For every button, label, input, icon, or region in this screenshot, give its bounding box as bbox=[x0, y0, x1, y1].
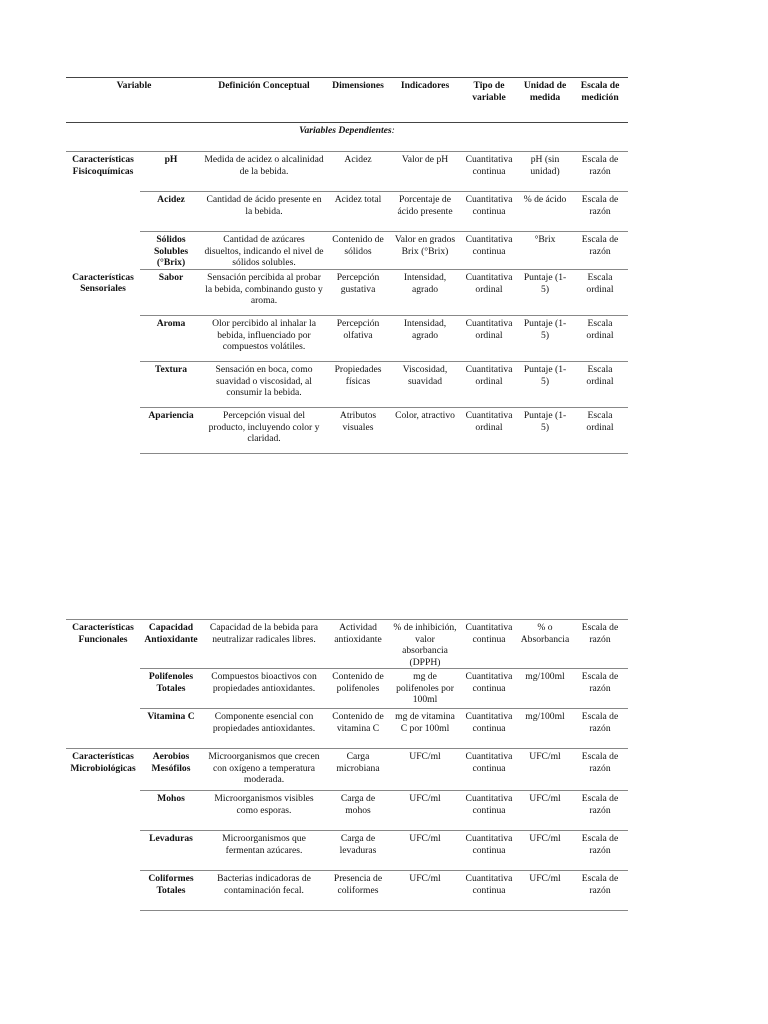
definition-cell: Olor percibido al inhalar la bebida, influenciado por compuestos volátiles. bbox=[202, 316, 326, 362]
type-cell: Cuantitativa continua bbox=[460, 709, 518, 749]
scale-cell: Escala de razón bbox=[572, 620, 628, 669]
indicator-cell: mg de polifenoles por 100ml bbox=[390, 669, 460, 709]
table-row bbox=[66, 749, 628, 791]
scale-cell: Escala de razón bbox=[572, 192, 628, 232]
indicator-cell: UFC/ml bbox=[390, 871, 460, 911]
variable-cell: Aroma bbox=[140, 316, 202, 362]
variable-cell: Sabor bbox=[140, 270, 202, 316]
variable-cell: Apariencia bbox=[140, 408, 202, 454]
indicator-cell: Intensidad, agrado bbox=[390, 270, 460, 316]
unit-cell: Puntaje (1-5) bbox=[518, 316, 572, 362]
indicator-cell: Viscosidad, suavidad bbox=[390, 362, 460, 408]
type-cell: Cuantitativa ordinal bbox=[460, 316, 518, 362]
variable-cell: Levaduras bbox=[140, 831, 202, 871]
scale-cell: Escala de razón bbox=[572, 232, 628, 270]
definition-cell: Cantidad de azúcares disueltos, indicando el nivel de sólidos solubles. bbox=[202, 232, 326, 270]
type-cell: Cuantitativa ordinal bbox=[460, 362, 518, 408]
category-cell: Características Fisicoquímicas bbox=[66, 152, 140, 270]
unit-cell: UFC/ml bbox=[518, 791, 572, 831]
type-cell: Cuantitativa continua bbox=[460, 232, 518, 270]
definition-cell: Sensación percibida al probar la bebida, combinando gusto y aroma. bbox=[202, 270, 326, 316]
dimension-cell: Percepción gustativa bbox=[326, 270, 390, 316]
unit-cell: mg/100ml bbox=[518, 669, 572, 709]
indicator-cell: UFC/ml bbox=[390, 749, 460, 791]
header-unidad: Unidad de medida bbox=[518, 78, 572, 123]
section-colon: : bbox=[391, 125, 395, 136]
scale-cell: Escala ordinal bbox=[572, 408, 628, 454]
unit-cell: Puntaje (1-5) bbox=[518, 362, 572, 408]
table-row bbox=[66, 669, 628, 709]
indicator-cell: Porcentaje de ácido presente bbox=[390, 192, 460, 232]
scale-cell: Escala de razón bbox=[572, 669, 628, 709]
unit-cell: Puntaje (1-5) bbox=[518, 408, 572, 454]
definition-cell: Compuestos bioactivos con propiedades antioxidantes. bbox=[202, 669, 326, 709]
definition-cell: Bacterias indicadoras de contaminación fecal. bbox=[202, 871, 326, 911]
dimension-cell: Contenido de vitamina C bbox=[326, 709, 390, 749]
table-row bbox=[66, 152, 628, 192]
table-row bbox=[66, 620, 628, 669]
category-cell: Características Microbiológicas bbox=[66, 749, 140, 911]
dimension-cell: Contenido de polifenoles bbox=[326, 669, 390, 709]
scale-cell: Escala de razón bbox=[572, 152, 628, 192]
variable-cell: Sólidos Solubles (°Brix) bbox=[140, 232, 202, 270]
header-definicion: Definición Conceptual bbox=[202, 78, 326, 123]
dimension-cell: Carga de levaduras bbox=[326, 831, 390, 871]
dimension-cell: Contenido de sólidos bbox=[326, 232, 390, 270]
header-escala: Escala de medición bbox=[572, 78, 628, 123]
scale-cell: Escala de razón bbox=[572, 831, 628, 871]
scale-cell: Escala ordinal bbox=[572, 362, 628, 408]
definition-cell: Microorganismos que crecen con oxígeno a temperatura moderada. bbox=[202, 749, 326, 791]
dimension-cell: Percepción olfativa bbox=[326, 316, 390, 362]
indicator-cell: Intensidad, agrado bbox=[390, 316, 460, 362]
dimension-cell: Carga microbiana bbox=[326, 749, 390, 791]
scale-cell: Escala ordinal bbox=[572, 316, 628, 362]
variable-cell: Capacidad Antioxidante bbox=[140, 620, 202, 669]
type-cell: Cuantitativa continua bbox=[460, 669, 518, 709]
table-row bbox=[66, 831, 628, 871]
unit-cell: mg/100ml bbox=[518, 709, 572, 749]
header-variable: Variable bbox=[66, 78, 202, 123]
type-cell: Cuantitativa continua bbox=[460, 749, 518, 791]
unit-cell: UFC/ml bbox=[518, 749, 572, 791]
operationalization-table-part-1 bbox=[66, 77, 628, 454]
definition-cell: Microorganismos que fermentan azúcares. bbox=[202, 831, 326, 871]
definition-cell: Cantidad de ácido presente en la bebida. bbox=[202, 192, 326, 232]
unit-cell: % de ácido bbox=[518, 192, 572, 232]
unit-cell: UFC/ml bbox=[518, 831, 572, 871]
type-cell: Cuantitativa ordinal bbox=[460, 408, 518, 454]
definition-cell: Componente esencial con propiedades antioxidantes. bbox=[202, 709, 326, 749]
dimension-cell: Actividad antioxidante bbox=[326, 620, 390, 669]
scale-cell: Escala de razón bbox=[572, 871, 628, 911]
variable-cell: Vitamina C bbox=[140, 709, 202, 749]
unit-cell: % o Absorbancia bbox=[518, 620, 572, 669]
category-cell: Características Sensoriales bbox=[72, 271, 134, 294]
dimension-cell: Acidez total bbox=[326, 192, 390, 232]
type-cell: Cuantitativa continua bbox=[460, 152, 518, 192]
type-cell: Cuantitativa ordinal bbox=[460, 270, 518, 316]
table-row bbox=[66, 362, 628, 408]
indicator-cell: UFC/ml bbox=[390, 791, 460, 831]
dimension-cell: Presencia de coliformes bbox=[326, 871, 390, 911]
table-row bbox=[66, 192, 628, 232]
scale-cell: Escala ordinal bbox=[572, 270, 628, 316]
variable-cell: Polifenoles Totales bbox=[140, 669, 202, 709]
unit-cell: Puntaje (1-5) bbox=[518, 270, 572, 316]
variable-cell: Coliformes Totales bbox=[140, 871, 202, 911]
definition-cell: Sensación en boca, como suavidad o viscosidad, al consumir la bebida. bbox=[202, 362, 326, 408]
indicator-cell: Valor de pH bbox=[390, 152, 460, 192]
table-row bbox=[66, 408, 628, 454]
table-row bbox=[66, 316, 628, 362]
indicator-cell: % de inhibición, valor absorbancia (DPPH) bbox=[390, 620, 460, 669]
indicator-cell: mg de vitamina C por 100ml bbox=[390, 709, 460, 749]
scale-cell: Escala de razón bbox=[572, 709, 628, 749]
table-header-row bbox=[66, 78, 628, 123]
operationalization-table-part-2 bbox=[66, 619, 628, 911]
definition-cell: Percepción visual del producto, incluyendo color y claridad. bbox=[202, 408, 326, 454]
category-cell: Características Funcionales bbox=[66, 620, 140, 749]
definition-cell: Microorganismos visibles como esporas. bbox=[202, 791, 326, 831]
type-cell: Cuantitativa continua bbox=[460, 791, 518, 831]
dimension-cell: Atributos visuales bbox=[326, 408, 390, 454]
unit-cell: pH (sin unidad) bbox=[518, 152, 572, 192]
unit-cell: UFC/ml bbox=[518, 871, 572, 911]
variable-cell: Acidez bbox=[140, 192, 202, 232]
unit-cell: °Brix bbox=[518, 232, 572, 270]
scale-cell: Escala de razón bbox=[572, 791, 628, 831]
header-dimensiones: Dimensiones bbox=[326, 78, 390, 123]
dimension-cell: Carga de mohos bbox=[326, 791, 390, 831]
dimension-cell: Propiedades físicas bbox=[326, 362, 390, 408]
variable-cell: pH bbox=[140, 152, 202, 192]
definition-cell: Medida de acidez o alcalinidad de la bebida. bbox=[202, 152, 326, 192]
indicator-cell: UFC/ml bbox=[390, 831, 460, 871]
dimension-cell: Acidez bbox=[326, 152, 390, 192]
type-cell: Cuantitativa continua bbox=[460, 831, 518, 871]
variable-cell: Aerobios Mesófilos bbox=[140, 749, 202, 791]
variable-cell: Mohos bbox=[140, 791, 202, 831]
type-cell: Cuantitativa continua bbox=[460, 192, 518, 232]
table-row bbox=[66, 791, 628, 831]
section-cell bbox=[66, 123, 628, 152]
definition-cell: Capacidad de la bebida para neutralizar radicales libres. bbox=[202, 620, 326, 669]
header-tipo: Tipo de variable bbox=[460, 78, 518, 123]
table-row bbox=[66, 232, 628, 270]
type-cell: Cuantitativa continua bbox=[460, 871, 518, 911]
type-cell: Cuantitativa continua bbox=[460, 620, 518, 669]
scale-cell: Escala de razón bbox=[572, 749, 628, 791]
indicator-cell: Color, atractivo bbox=[390, 408, 460, 454]
section-row bbox=[66, 123, 628, 152]
table-row bbox=[66, 709, 628, 749]
table-row bbox=[66, 871, 628, 911]
variable-cell: Textura bbox=[140, 362, 202, 408]
header-indicadores: Indicadores bbox=[390, 78, 460, 123]
table-row bbox=[66, 270, 628, 316]
section-label: Variables Dependientes bbox=[299, 125, 392, 136]
indicator-cell: Valor en grados Brix (°Brix) bbox=[390, 232, 460, 270]
